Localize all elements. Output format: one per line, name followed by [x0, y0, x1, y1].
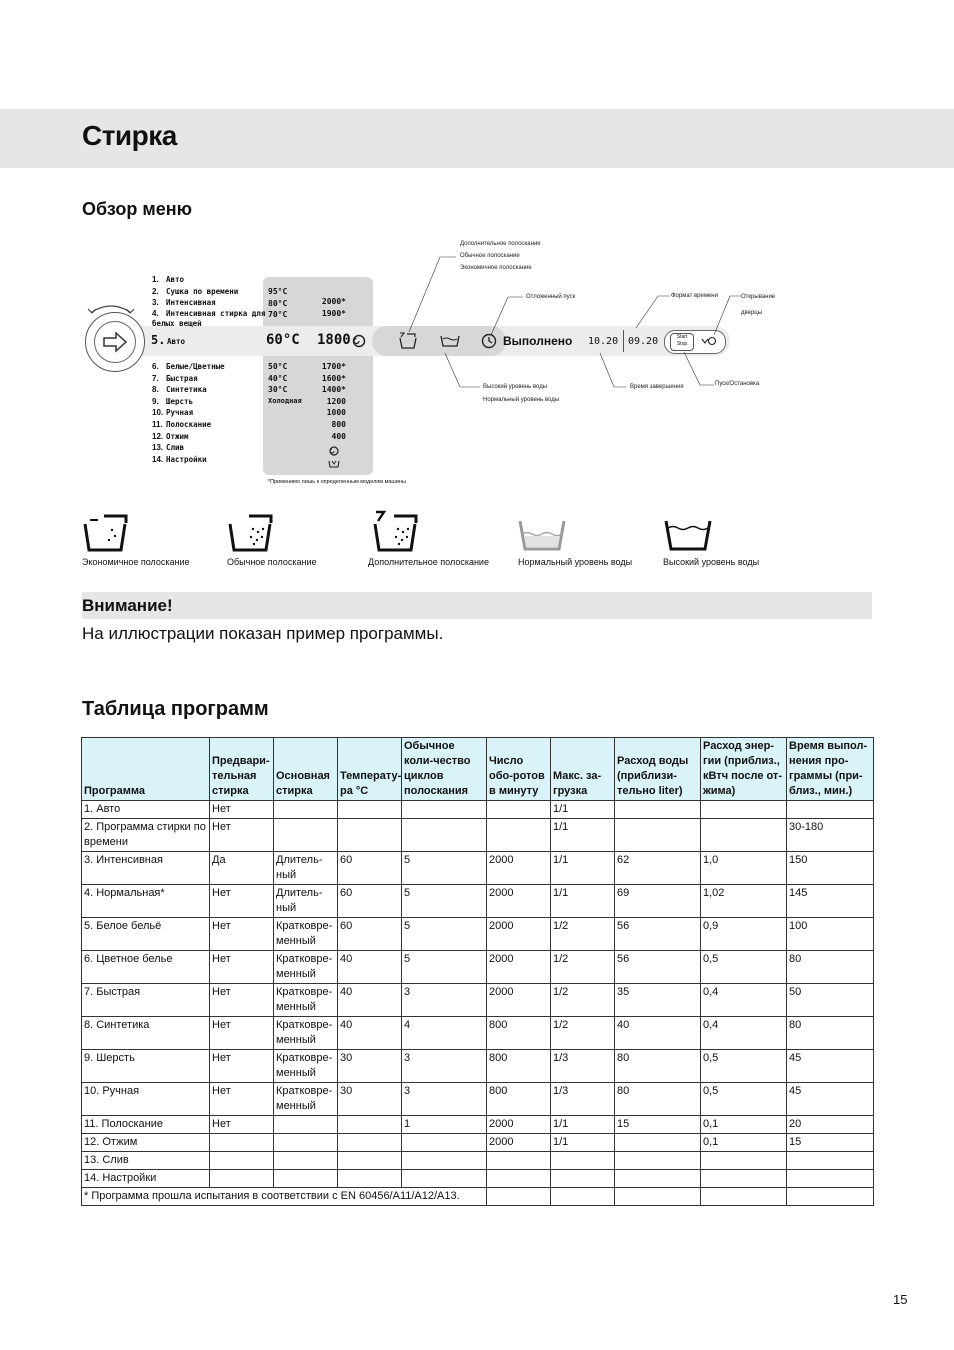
temp-option[interactable]: 50°C — [268, 362, 288, 371]
table-cell: 0,5 — [701, 1083, 787, 1116]
table-cell — [615, 1134, 701, 1152]
table-row — [82, 1116, 874, 1134]
speed-option[interactable]: 1200 — [326, 396, 346, 406]
normal-rinse-icon — [227, 512, 275, 552]
table-cell: 3 — [402, 1083, 487, 1116]
caption-extra-rinse: Дополнительное полоскание — [368, 557, 489, 567]
table-cell: 1/3 — [551, 1083, 615, 1116]
table-cell: 56 — [615, 951, 701, 984]
eco-rinse-icon — [82, 512, 130, 552]
table-cell — [338, 1152, 402, 1170]
table-cell: Да — [210, 852, 274, 885]
table-cell: 5 — [402, 852, 487, 885]
knob-inner — [94, 321, 136, 363]
speed-list-top — [318, 296, 346, 319]
table-cell: 1/2 — [551, 951, 615, 984]
temp-list-bottom — [268, 361, 302, 407]
table-cell: Нет — [210, 801, 274, 819]
table-cell: 0,1 — [701, 1134, 787, 1152]
callout-eco-rinse: Экономичное полоскание — [460, 265, 532, 271]
table-cell: 0,5 — [701, 1050, 787, 1083]
display-speed: 1800 — [317, 332, 351, 348]
table-cell: 80 — [787, 951, 874, 984]
table-footnote: * Программа прошла испытания в соответствии с EN 60456/A11/A12/A13. — [82, 1188, 487, 1206]
high-water-icon — [663, 518, 713, 552]
table-cell: 2000 — [487, 852, 551, 885]
table-cell — [338, 819, 402, 852]
table-cell — [487, 819, 551, 852]
speed-option[interactable]: 1700* — [321, 362, 346, 371]
table-cell: Кратковре-менный — [274, 951, 338, 984]
temp-option[interactable]: 40°C — [268, 373, 288, 383]
table-cell: 2000 — [487, 1134, 551, 1152]
table-cell — [274, 1170, 338, 1188]
table-cell: 0,5 — [701, 951, 787, 984]
table-row — [82, 1017, 874, 1050]
display-status: Выполнено — [503, 334, 573, 348]
table-cell: 0,4 — [701, 984, 787, 1017]
table-cell: 40 — [338, 984, 402, 1017]
table-cell — [615, 1170, 701, 1188]
callout-extra-rinse: Дополнительное полоскание — [460, 241, 541, 247]
table-cell: 2000 — [487, 1116, 551, 1134]
list-item[interactable]: 7. Быстрая — [152, 373, 198, 383]
table-header: Расход воды (приблизи-тельно liter) — [615, 738, 701, 801]
table-cell: 0,4 — [701, 1017, 787, 1050]
callout-normal-water: Нормальный уровень воды — [483, 397, 560, 403]
table-cell — [701, 801, 787, 819]
speed-option[interactable]: 1600* — [321, 373, 346, 383]
table-row — [82, 852, 874, 885]
speed-option[interactable]: 1000 — [326, 408, 346, 418]
list-item[interactable]: 13. Слив — [152, 443, 185, 453]
table-cell — [615, 1188, 701, 1206]
table-row — [82, 885, 874, 918]
table-cell: 2000 — [487, 951, 551, 984]
table-cell — [487, 1188, 551, 1206]
table-cell — [210, 1152, 274, 1170]
speed-option[interactable]: 400 — [331, 431, 346, 441]
temp-option[interactable]: 95°C — [268, 287, 288, 296]
table-cell — [701, 1170, 787, 1188]
table-cell: Нет — [210, 1017, 274, 1050]
attention-title: Внимание! — [82, 596, 173, 615]
callout-delayed-start: Отложенный пуск — [526, 294, 576, 300]
table-cell — [338, 1170, 402, 1188]
speed-list-bottom — [318, 361, 346, 442]
table-cell: Длитель-ный — [274, 885, 338, 918]
table-row — [82, 801, 874, 819]
list-item[interactable]: 1. Авто — [152, 275, 185, 284]
spin-icon — [352, 334, 366, 348]
table-cell: Нет — [210, 918, 274, 951]
table-cell — [274, 1116, 338, 1134]
list-item[interactable]: 8. Синтетика — [152, 385, 207, 395]
stop-label: Stop — [676, 341, 688, 347]
table-cell: 6. Цветное белье — [82, 951, 210, 984]
table-footnote-row — [82, 1188, 874, 1206]
table-row — [82, 1134, 874, 1152]
spin-drain-icons — [328, 446, 340, 470]
table-cell: 80 — [615, 1050, 701, 1083]
table-cell — [402, 801, 487, 819]
temp-option[interactable]: 70°C — [268, 310, 288, 320]
table-cell: 30 — [338, 1083, 402, 1116]
table-cell: 8. Синтетика — [82, 1017, 210, 1050]
list-item[interactable]: 10. Ручная — [152, 408, 194, 418]
table-cell: 150 — [787, 852, 874, 885]
callout-end-time: Время завершения — [630, 384, 684, 390]
table-cell: 1/1 — [551, 885, 615, 918]
table-cell — [787, 1152, 874, 1170]
program-knob[interactable] — [85, 312, 145, 372]
callout-lines — [400, 240, 763, 400]
table-header: Расход энер-гии (приблиз., кВтч после от-жима) — [701, 738, 787, 801]
table-cell: Кратковре-менный — [274, 1083, 338, 1116]
table-cell: 60 — [338, 852, 402, 885]
table-cell: 1/2 — [551, 1017, 615, 1050]
caption-eco-rinse: Экономичное полоскание — [82, 557, 190, 567]
table-cell — [338, 1134, 402, 1152]
table-cell: 4 — [402, 1017, 487, 1050]
table-cell — [274, 819, 338, 852]
table-cell: 5 — [402, 885, 487, 918]
table-cell — [274, 1152, 338, 1170]
table-cell: Нет — [210, 1116, 274, 1134]
table-cell — [551, 1152, 615, 1170]
table-cell: 12. Отжим — [82, 1134, 210, 1152]
table-cell — [274, 801, 338, 819]
table-cell — [487, 801, 551, 819]
table-cell — [701, 1152, 787, 1170]
table-header-row — [82, 738, 874, 801]
table-cell: Нет — [210, 819, 274, 852]
table-cell: 60 — [338, 918, 402, 951]
table-cell: Нет — [210, 951, 274, 984]
table-cell: Нет — [210, 885, 274, 918]
display-temperature: 60°C — [266, 332, 300, 348]
display-clock: 09.20 — [628, 336, 659, 347]
list-item[interactable]: 2. Сушка по времени — [152, 286, 239, 296]
menu-overview-heading: Обзор меню — [82, 199, 192, 219]
list-item[interactable]: 11. Полоскание — [152, 419, 212, 429]
table-cell: 0,1 — [701, 1116, 787, 1134]
program-list-bottom — [152, 361, 225, 465]
selected-program-name: Авто — [167, 337, 186, 346]
table-cell: 45 — [787, 1050, 874, 1083]
table-cell — [787, 1188, 874, 1206]
table-cell: 1/1 — [551, 852, 615, 885]
table-cell: 5 — [402, 951, 487, 984]
list-item[interactable]: 4. Интенсивная стирка для белых вещей — [152, 308, 266, 328]
list-item[interactable]: 14. Настройки — [152, 454, 207, 464]
table-cell: 3 — [402, 984, 487, 1017]
table-cell — [274, 1134, 338, 1152]
table-cell: 80 — [787, 1017, 874, 1050]
table-cell: Кратковре-менный — [274, 1017, 338, 1050]
table-cell: 15 — [787, 1134, 874, 1152]
table-cell: Кратковре-менный — [274, 918, 338, 951]
table-row — [82, 984, 874, 1017]
table-cell: 15 — [615, 1116, 701, 1134]
table-cell: 1/2 — [551, 984, 615, 1017]
speed-option[interactable]: 1400* — [321, 385, 346, 395]
table-header: Число обо-ротов в минуту — [487, 738, 551, 801]
table-cell — [551, 1170, 615, 1188]
normal-water-icon — [517, 518, 567, 552]
table-cell: 20 — [787, 1116, 874, 1134]
table-row — [82, 819, 874, 852]
list-item[interactable]: 9. Шерсть — [152, 396, 194, 406]
callout-high-water: Высокий уровень воды — [483, 384, 548, 390]
list-item[interactable]: 6. Белые/Цветные — [152, 362, 225, 371]
program-table-heading: Таблица программ — [82, 698, 269, 720]
table-cell — [615, 819, 701, 852]
table-cell — [402, 1134, 487, 1152]
table-row — [82, 918, 874, 951]
table-cell: 1,02 — [701, 885, 787, 918]
table-cell: 1/3 — [551, 1050, 615, 1083]
caption-normal-rinse: Обычное полоскание — [227, 557, 317, 567]
table-header: Температу-ра °C — [338, 738, 402, 801]
table-row — [82, 1083, 874, 1116]
table-cell: 5 — [402, 918, 487, 951]
table-header: Макс. за-грузка — [551, 738, 615, 801]
table-cell: 1/1 — [551, 819, 615, 852]
table-cell: 69 — [615, 885, 701, 918]
table-cell — [615, 801, 701, 819]
rotate-arrows-icon — [86, 300, 136, 316]
table-cell: 2. Программа стирки по времени — [82, 819, 210, 852]
table-cell — [615, 1152, 701, 1170]
table-cell: 145 — [787, 885, 874, 918]
table-cell — [701, 1188, 787, 1206]
program-list-top — [152, 274, 267, 329]
table-cell — [338, 1116, 402, 1134]
table-cell: 800 — [487, 1083, 551, 1116]
table-cell: Нет — [210, 984, 274, 1017]
callout-door-open-2: дверцы — [741, 310, 763, 316]
callout-start-pause: Пуск/Остановка — [715, 381, 760, 387]
table-cell: 60 — [338, 885, 402, 918]
table-cell: 800 — [487, 1050, 551, 1083]
table-row — [82, 951, 874, 984]
table-cell: 0,9 — [701, 918, 787, 951]
table-cell — [487, 1170, 551, 1188]
table-cell: 1 — [402, 1116, 487, 1134]
table-cell: 13. Слив — [82, 1152, 210, 1170]
table-cell: 50 — [787, 984, 874, 1017]
table-cell — [787, 801, 874, 819]
callout-time-format: Формат времени — [671, 293, 718, 299]
table-cell: 9. Шерсть — [82, 1050, 210, 1083]
table-cell: 40 — [338, 1017, 402, 1050]
selected-program-num: 5. — [151, 333, 166, 347]
table-header: Обычное коли-чество циклов полоскания — [402, 738, 487, 801]
table-cell: 1. Авто — [82, 801, 210, 819]
table-row — [82, 1170, 874, 1188]
table-cell: 5. Белое бельё — [82, 918, 210, 951]
table-cell: 40 — [615, 1017, 701, 1050]
speed-option[interactable]: 800 — [331, 419, 346, 429]
table-cell: 4. Нормальная* — [82, 885, 210, 918]
table-cell: 7. Быстрая — [82, 984, 210, 1017]
caption-high-water: Высокий уровень воды — [663, 557, 760, 567]
table-cell — [210, 1134, 274, 1152]
page-number: 15 — [893, 1292, 908, 1307]
table-cell: 35 — [615, 984, 701, 1017]
table-cell — [701, 819, 787, 852]
table-cell — [402, 819, 487, 852]
table-cell — [210, 1170, 274, 1188]
callout-normal-rinse: Обычное полоскание — [460, 253, 520, 259]
table-header: Основная стирка — [274, 738, 338, 801]
table-header: Программа — [82, 738, 210, 801]
table-cell: 14. Настройки — [82, 1170, 210, 1188]
page-title: Стирка — [82, 120, 177, 151]
table-cell — [402, 1152, 487, 1170]
table-row — [82, 1050, 874, 1083]
table-cell: Кратковре-менный — [274, 1050, 338, 1083]
list-item[interactable]: 3. Интенсивная — [152, 298, 216, 308]
table-cell — [487, 1152, 551, 1170]
table-cell: 1/1 — [551, 1116, 615, 1134]
attention-text: На иллюстрации показан пример программы. — [82, 624, 444, 643]
table-cell: 10. Ручная — [82, 1083, 210, 1116]
speed-option[interactable]: 1900* — [321, 308, 346, 318]
table-header: Время выпол-нения про-граммы (при-близ., мин.) — [787, 738, 874, 801]
table-cell — [402, 1170, 487, 1188]
table-cell: 80 — [615, 1083, 701, 1116]
table-cell: 11. Полоскание — [82, 1116, 210, 1134]
table-cell: 3 — [402, 1050, 487, 1083]
table-row — [82, 1152, 874, 1170]
table-cell: 62 — [615, 852, 701, 885]
table-cell: 2000 — [487, 984, 551, 1017]
table-cell: Нет — [210, 1083, 274, 1116]
table-cell — [787, 1170, 874, 1188]
table-cell: 45 — [787, 1083, 874, 1116]
table-cell: 56 — [615, 918, 701, 951]
table-cell: 30 — [338, 1050, 402, 1083]
program-table — [81, 737, 874, 1206]
temp-option[interactable]: Холодная — [268, 396, 302, 405]
table-cell: 40 — [338, 951, 402, 984]
diagram-footnote: *Применимо лишь к определенным моделям машины — [268, 479, 406, 485]
table-cell: 1/1 — [551, 801, 615, 819]
table-cell: 30-180 — [787, 819, 874, 852]
table-cell: 3. Интенсивная — [82, 852, 210, 885]
table-cell — [551, 1188, 615, 1206]
table-cell: 100 — [787, 918, 874, 951]
table-cell: Кратковре-менный — [274, 984, 338, 1017]
temp-option[interactable]: 30°C — [268, 385, 288, 395]
attention-band — [82, 592, 872, 619]
start-label: Start — [676, 334, 688, 340]
table-cell: 1/1 — [551, 1134, 615, 1152]
table-cell — [338, 801, 402, 819]
table-cell: 2000 — [487, 918, 551, 951]
table-cell: 1/2 — [551, 918, 615, 951]
list-item[interactable]: 12. Отжим — [152, 431, 189, 441]
speed-option[interactable]: 2000* — [321, 297, 346, 306]
caption-normal-water: Нормальный уровень воды — [518, 557, 633, 567]
table-cell: 800 — [487, 1017, 551, 1050]
table-header: Предвари-тельная стирка — [210, 738, 274, 801]
table-cell: 1,0 — [701, 852, 787, 885]
extra-rinse-large-icon — [372, 510, 420, 552]
table-cell: Нет — [210, 1050, 274, 1083]
table-cell: 2000 — [487, 885, 551, 918]
temp-list-top — [268, 286, 287, 321]
table-cell: Длитель-ный — [274, 852, 338, 885]
callout-door-open-1: Открывание — [741, 294, 776, 300]
arrow-right-icon — [95, 322, 135, 362]
temp-option[interactable]: 80°C — [268, 298, 288, 308]
display-end-time: 10.20 — [588, 336, 619, 347]
